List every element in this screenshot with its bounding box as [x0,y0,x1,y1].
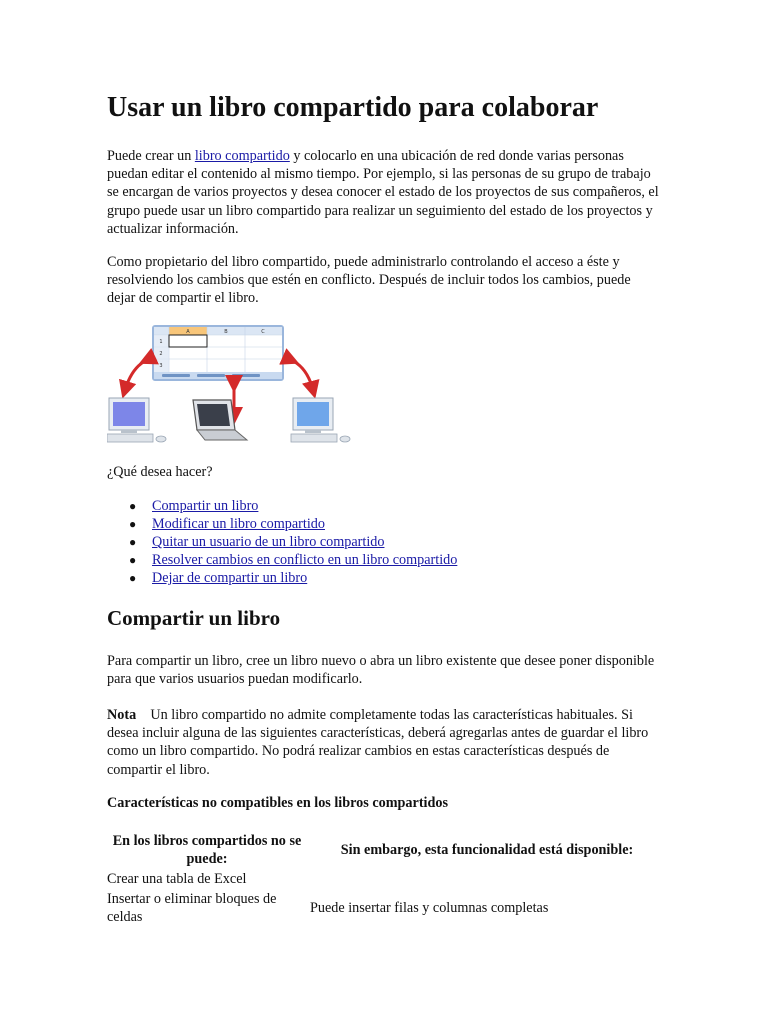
table-header-row [107,832,667,868]
question-text: ¿Qué desea hacer? [107,464,213,480]
table-cell: Insertar o eliminar bloques de celdas [107,891,277,925]
svg-text:2: 2 [159,351,163,357]
bullet-icon: ● [129,517,137,531]
desktop-computer-right-icon [291,398,350,442]
list-item [107,497,457,515]
link-dejar-compartir[interactable]: Dejar de compartir un libro [152,570,308,586]
svg-text:3: 3 [159,363,163,369]
desktop-computer-left-icon [107,398,166,442]
table-cell [307,868,667,890]
intro-paragraph [107,147,662,238]
intro-text-start: Puede crear un [107,148,195,164]
laptop-computer-icon [193,400,247,440]
table-header-cell: Sin embargo, esta funcionalidad está disponible: [340,842,634,858]
bullet-icon: ● [129,535,137,549]
intro-text-end: y colocarlo en una ubicación de red donde varias personas puedan editar el contenido al mismo tiempo. Por ejemplo, si las personas de su grupo de trabajo se encargan de varios proyectos y desea conocer el estado de los proyectos de sus compañeros, el grupo puede usar un libro compartido para realizar un seguimiento del estado de los proyectos y actualizar información. [107,148,659,237]
link-compartir-libro[interactable]: Compartir un libro [152,498,259,514]
features-table [107,832,667,926]
note-text: Un libro compartido no admite completamente todas las características habituales. Si desea incluir alguna de las siguientes características, deberá agregarlas antes de guardar el libro como un libro compartido. No podrá realizar cambios en estas características después de compartir el libro. [107,707,649,778]
link-modificar-libro[interactable]: Modificar un libro compartido [152,516,325,532]
shared-workbook-illustration [107,322,357,447]
table-header-cell: En los libros compartidos no se puede: [112,833,302,867]
svg-text:1: 1 [159,339,163,345]
owner-paragraph: Como propietario del libro compartido, puede administrarlo controlando el acceso a éste y resolviendo los cambios que estén en conflicto. Después de incluir todos los cambios, puede dejar de compartir el libro. [107,254,631,307]
table-row [107,890,667,926]
link-resolver-cambios[interactable]: Resolver cambios en conflicto en un libro compartido [152,552,458,568]
table-row [107,868,667,890]
svg-text:A: A [186,329,190,335]
right-arrow [291,360,313,390]
link-quitar-usuario[interactable]: Quitar un usuario de un libro compartido [152,534,385,550]
left-arrow [125,360,147,390]
spreadsheet-icon [153,326,283,380]
note-paragraph [107,706,662,779]
list-item [107,569,457,587]
svg-text:B: B [224,329,228,335]
list-item [107,533,457,551]
table-cell: Puede insertar filas y columnas completas [310,900,549,916]
section-paragraph: Para compartir un libro, cree un libro nuevo o abra un libro existente que desee poner disponible para que varios usuarios puedan modificarlo. [107,653,655,688]
section-heading: Compartir un libro [107,606,281,630]
task-link-list [107,497,457,587]
bullet-icon: ● [129,499,137,513]
table-caption: Características no compatibles en los libros compartidos [107,795,448,811]
bullet-icon: ● [129,553,137,567]
note-label: Nota [107,707,137,723]
libro-compartido-link[interactable]: libro compartido [194,148,290,164]
table-cell: Crear una tabla de Excel [107,871,247,887]
bullet-icon: ● [129,571,137,585]
page-title: Usar un libro compartido para colaborar [107,92,599,123]
list-item [107,515,457,533]
svg-text:C: C [261,329,265,335]
list-item [107,551,457,569]
